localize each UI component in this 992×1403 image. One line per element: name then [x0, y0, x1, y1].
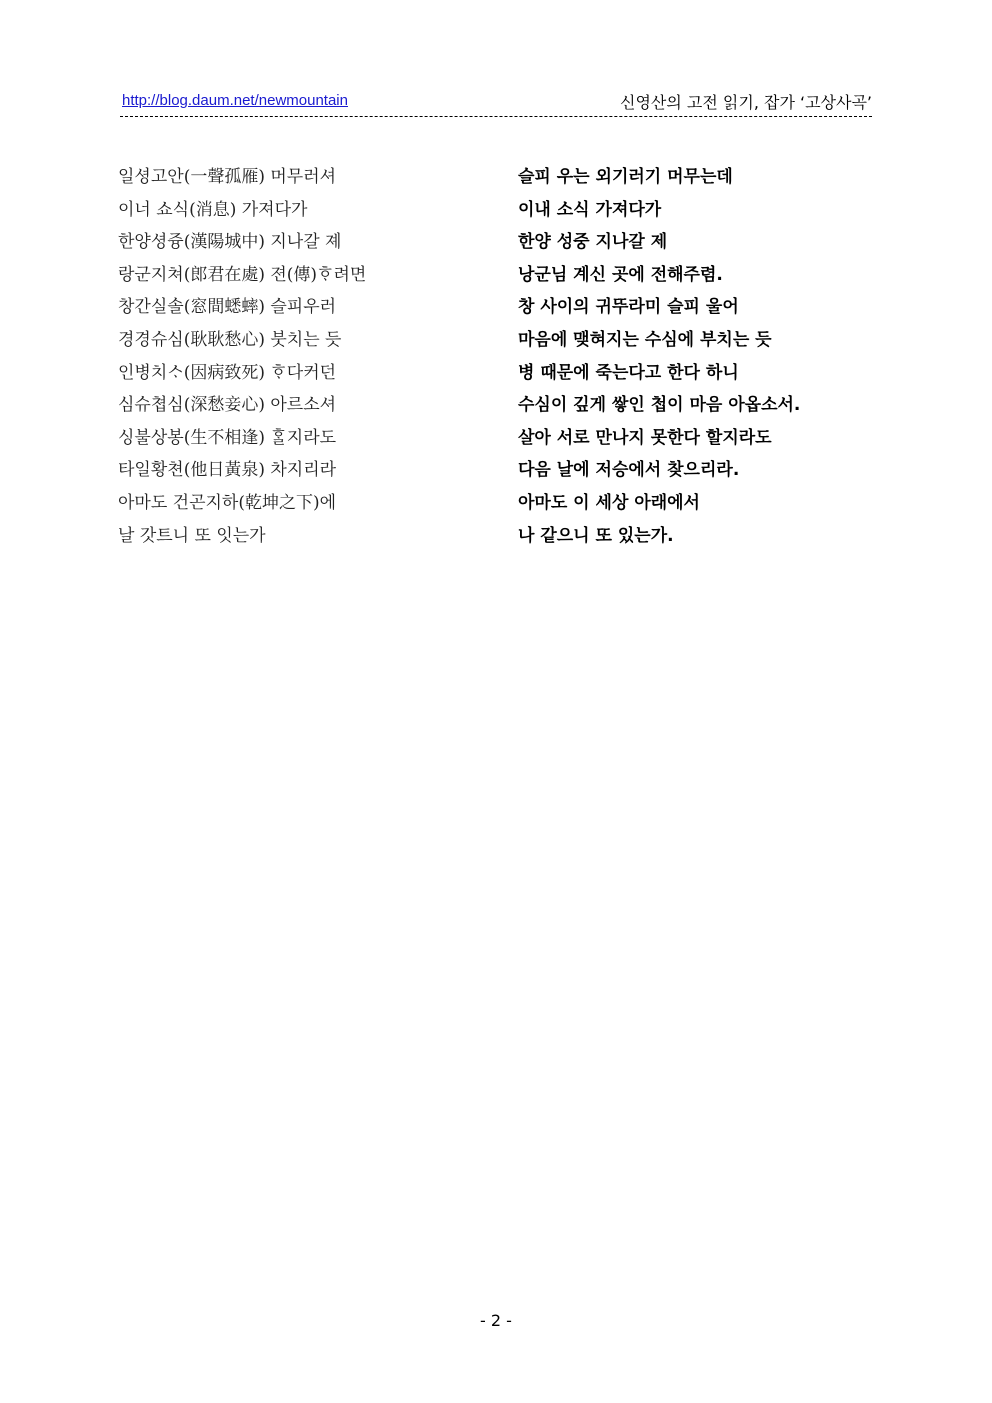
original-line: 이너 쇼식(消息) 가져다가 — [118, 199, 308, 220]
original-line: 아마도 건곤지하(乾坤之下)에 — [118, 492, 337, 513]
modern-translation: 한양 성중 지나갈 제 — [518, 232, 668, 253]
modern-translation: 살아 서로 만나지 못한다 할지라도 — [518, 427, 772, 448]
verse-row — [118, 521, 878, 554]
verse-row — [118, 195, 878, 228]
verse-row — [118, 260, 878, 293]
modern-translation: 나 같으니 또 있는가. — [518, 525, 674, 546]
modern-translation: 다음 날에 저승에서 찾으리라. — [518, 460, 740, 481]
modern-translation: 슬피 우는 외기러기 머무는데 — [518, 167, 733, 187]
modern-translation: 창 사이의 귀뚜라미 슬피 울어 — [518, 297, 739, 318]
verse-table — [118, 162, 878, 553]
modern-translation: 수심이 깊게 쌓인 첩이 마음 아옵소서. — [518, 395, 801, 416]
verse-row — [118, 358, 878, 391]
modern-translation: 이내 소식 가져다가 — [518, 199, 662, 220]
original-line: 창간실솔(窓間蟋蟀) 슬피우러 — [118, 297, 337, 318]
verse-row — [118, 488, 878, 521]
original-line: 경경슈심(耿耿愁心) 붓치는 듯 — [118, 329, 342, 350]
verse-row — [118, 390, 878, 423]
verse-row — [118, 227, 878, 260]
original-line: 싱불상봉(生不相逢) ᄒᆞᆯ지라도 — [118, 427, 337, 448]
modern-translation: 아마도 이 세상 아래에서 — [518, 492, 700, 513]
original-line: 일셩고안(一聲孤雁) 머무러셔 — [118, 167, 337, 187]
verse-row — [118, 325, 878, 358]
original-line: 인병치ᄉᆞ(因病致死) ᄒᆞ다커던 — [118, 362, 337, 383]
original-line: 심슈쳡심(深愁妾心) 아르소셔 — [118, 395, 337, 416]
verse-row — [118, 292, 878, 325]
modern-translation: 병 때문에 죽는다고 한다 하니 — [518, 362, 739, 383]
modern-translation: 낭군님 계신 곳에 전해주렴. — [518, 264, 723, 285]
document-header-title: 신영산의 고전 읽기, 잡가 ‘고상사곡’ — [620, 93, 872, 112]
page-number: - 2 - — [480, 1311, 512, 1330]
original-line: 한양셩즁(漢陽城中) 지나갈 졔 — [118, 232, 342, 253]
original-line: 타일황쳔(他日黃泉) 차지리라 — [118, 460, 337, 481]
modern-translation: 마음에 맺혀지는 수심에 부치는 듯 — [518, 329, 772, 350]
verse-row — [118, 423, 878, 456]
original-line: 날 갓트니 또 잇는가 — [118, 525, 266, 546]
verse-row — [118, 162, 878, 195]
blog-url-link[interactable]: http://blog.daum.net/newmountain — [122, 92, 348, 109]
verse-row — [118, 455, 878, 488]
header-divider — [120, 116, 872, 117]
original-line: 랑군지쳐(郎君在處) 젼(傳)ᄒᆞ려면 — [118, 264, 367, 285]
